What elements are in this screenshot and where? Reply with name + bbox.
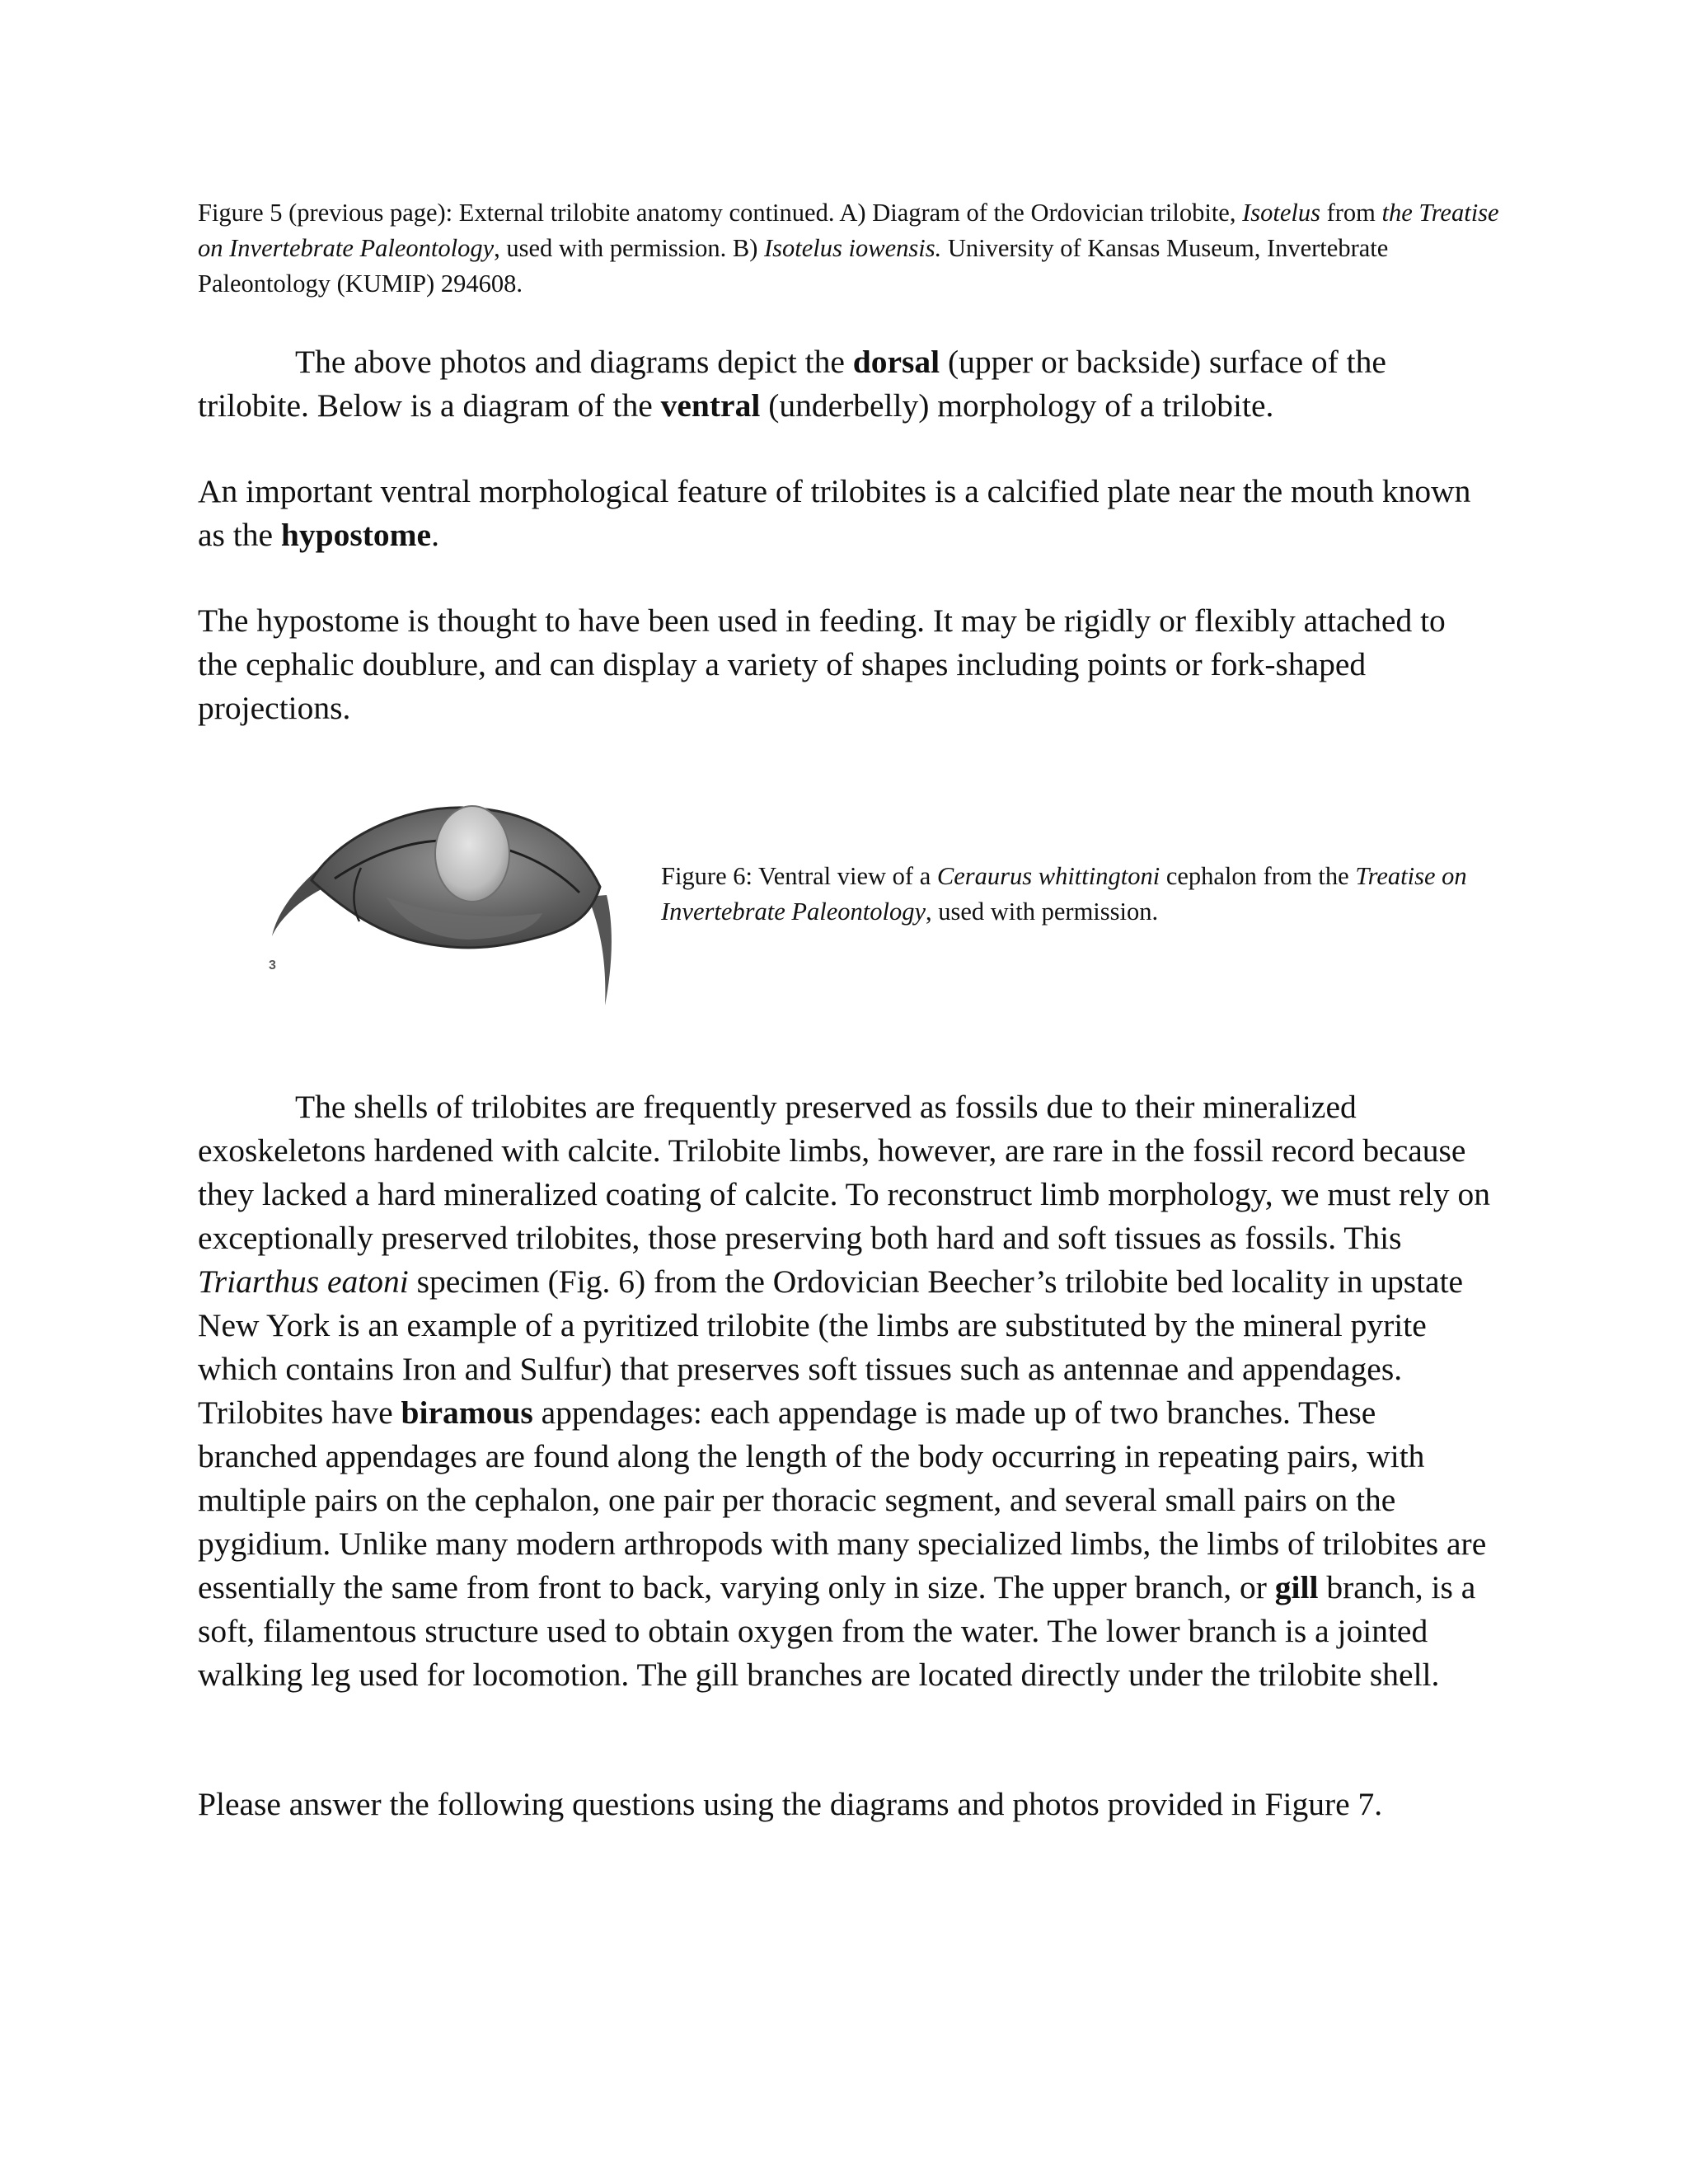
bold-term-dorsal: dorsal [852,344,940,380]
caption-text: , used with permission. B) [494,234,764,262]
paragraph-text: An important ventral morphological feature of trilobites is a calcified plate near the mouth known as the [198,473,1471,553]
paragraph-trilobite-limbs [198,1085,1500,1697]
figure-6-caption [661,859,1469,930]
paragraph-text: The shells of trilobites are frequently preserved as fossils due to their mineralized exoskeletons hardened with calcite. Trilobite limbs, however, are rare in the fossil record because they lacked a hard mineralized coating of calcite. To reconstruct limb morphology, we must rely on exceptionally preserved trilobites, those preserving both hard and soft tissues as fossils. This [198,1089,1490,1256]
paragraph-text: The hypostome is thought to have been used in feeding. It may be rigidly or flexibly attached to the cephalic doublure, and can display a variety of shapes including points or fork-shaped projections. [198,602,1446,726]
bold-term-biramous: biramous [401,1394,533,1431]
figure-5-caption [198,195,1500,302]
caption-italic-species: Ceraurus whittingtoni [936,862,1160,890]
paragraph-hypostome-feeding [198,599,1484,730]
caption-text: , used with permission. [926,898,1159,926]
caption-text: cephalon from the [1160,862,1356,890]
caption-italic-treatise: the Treatise on Invertebrate Paleontology [198,199,1499,262]
caption-italic-isotelus-iowensis: Isotelus iowensis. [764,234,942,262]
paragraph-text: Please answer the following questions using the diagrams and photos provided in Figure 7. [198,1786,1383,1822]
paragraph-instructions [198,1783,1484,1826]
caption-text: Figure 6: Ventral view of a [661,862,937,890]
bold-term-gill: gill [1274,1569,1319,1605]
caption-italic-isotelus: Isotelus [1242,199,1320,227]
bold-term-ventral: ventral [660,387,761,424]
paragraph-text: specimen (Fig. 6) from the Ordovician Beecher’s trilobite bed locality in upstate New York is an example of a pyritized trilobite (the limbs are substituted by the mineral pyrite which contains Iron and Sulfur) that preserves soft tissues such as antennae and appendages. Trilobites have [198,1263,1464,1431]
paragraph-text: branch, is a soft, filamentous structure used to obtain oxygen from the water. The lower branch is a jointed walking leg used for locomotion. The gill branches are located directly under the trilobite shell. [198,1569,1476,1693]
caption-text: Figure 5 (previous page): External trilobite anatomy continued. A) Diagram of the Ordovician trilobite, [198,199,1243,227]
paragraph-hypostome-intro [198,470,1484,557]
hypostome-shape [435,806,509,902]
paragraph-text: (underbelly) morphology of a trilobite. [760,387,1274,424]
paragraph-text: (upper or backside) surface of the trilobite. Below is a diagram of the [198,344,1386,424]
paragraph-dorsal-ventral [198,340,1484,428]
right-genal-spine [588,895,612,1005]
figure-panel-number: 3 [269,958,276,972]
caption-text: from [1320,199,1382,227]
bold-term-hypostome: hypostome [280,517,432,553]
italic-species-triarthus: Triarthus eatoni [198,1263,409,1300]
paragraph-text: The above photos and diagrams depict the [295,344,853,380]
figure-6-cephalon-image [262,790,625,1020]
paragraph-text: appendages: each appendage is made up of two branches. These branched appendages are found along the length of the body occurring in repeating pairs, with multiple pairs on the cephalon, one pair per thoracic segment, and several small pairs on the pygidium. Unlike many modern arthropods with many specialized limbs, the limbs of trilobites are essentially the same from front to back, varying only in size. The upper branch, or [198,1394,1487,1605]
paragraph-text: . [431,517,439,553]
caption-italic-treatise: Treatise on Invertebrate Paleontology [661,862,1467,926]
caption-text: University of Kansas Museum, Invertebrate Paleontology (KUMIP) 294608. [198,234,1389,298]
